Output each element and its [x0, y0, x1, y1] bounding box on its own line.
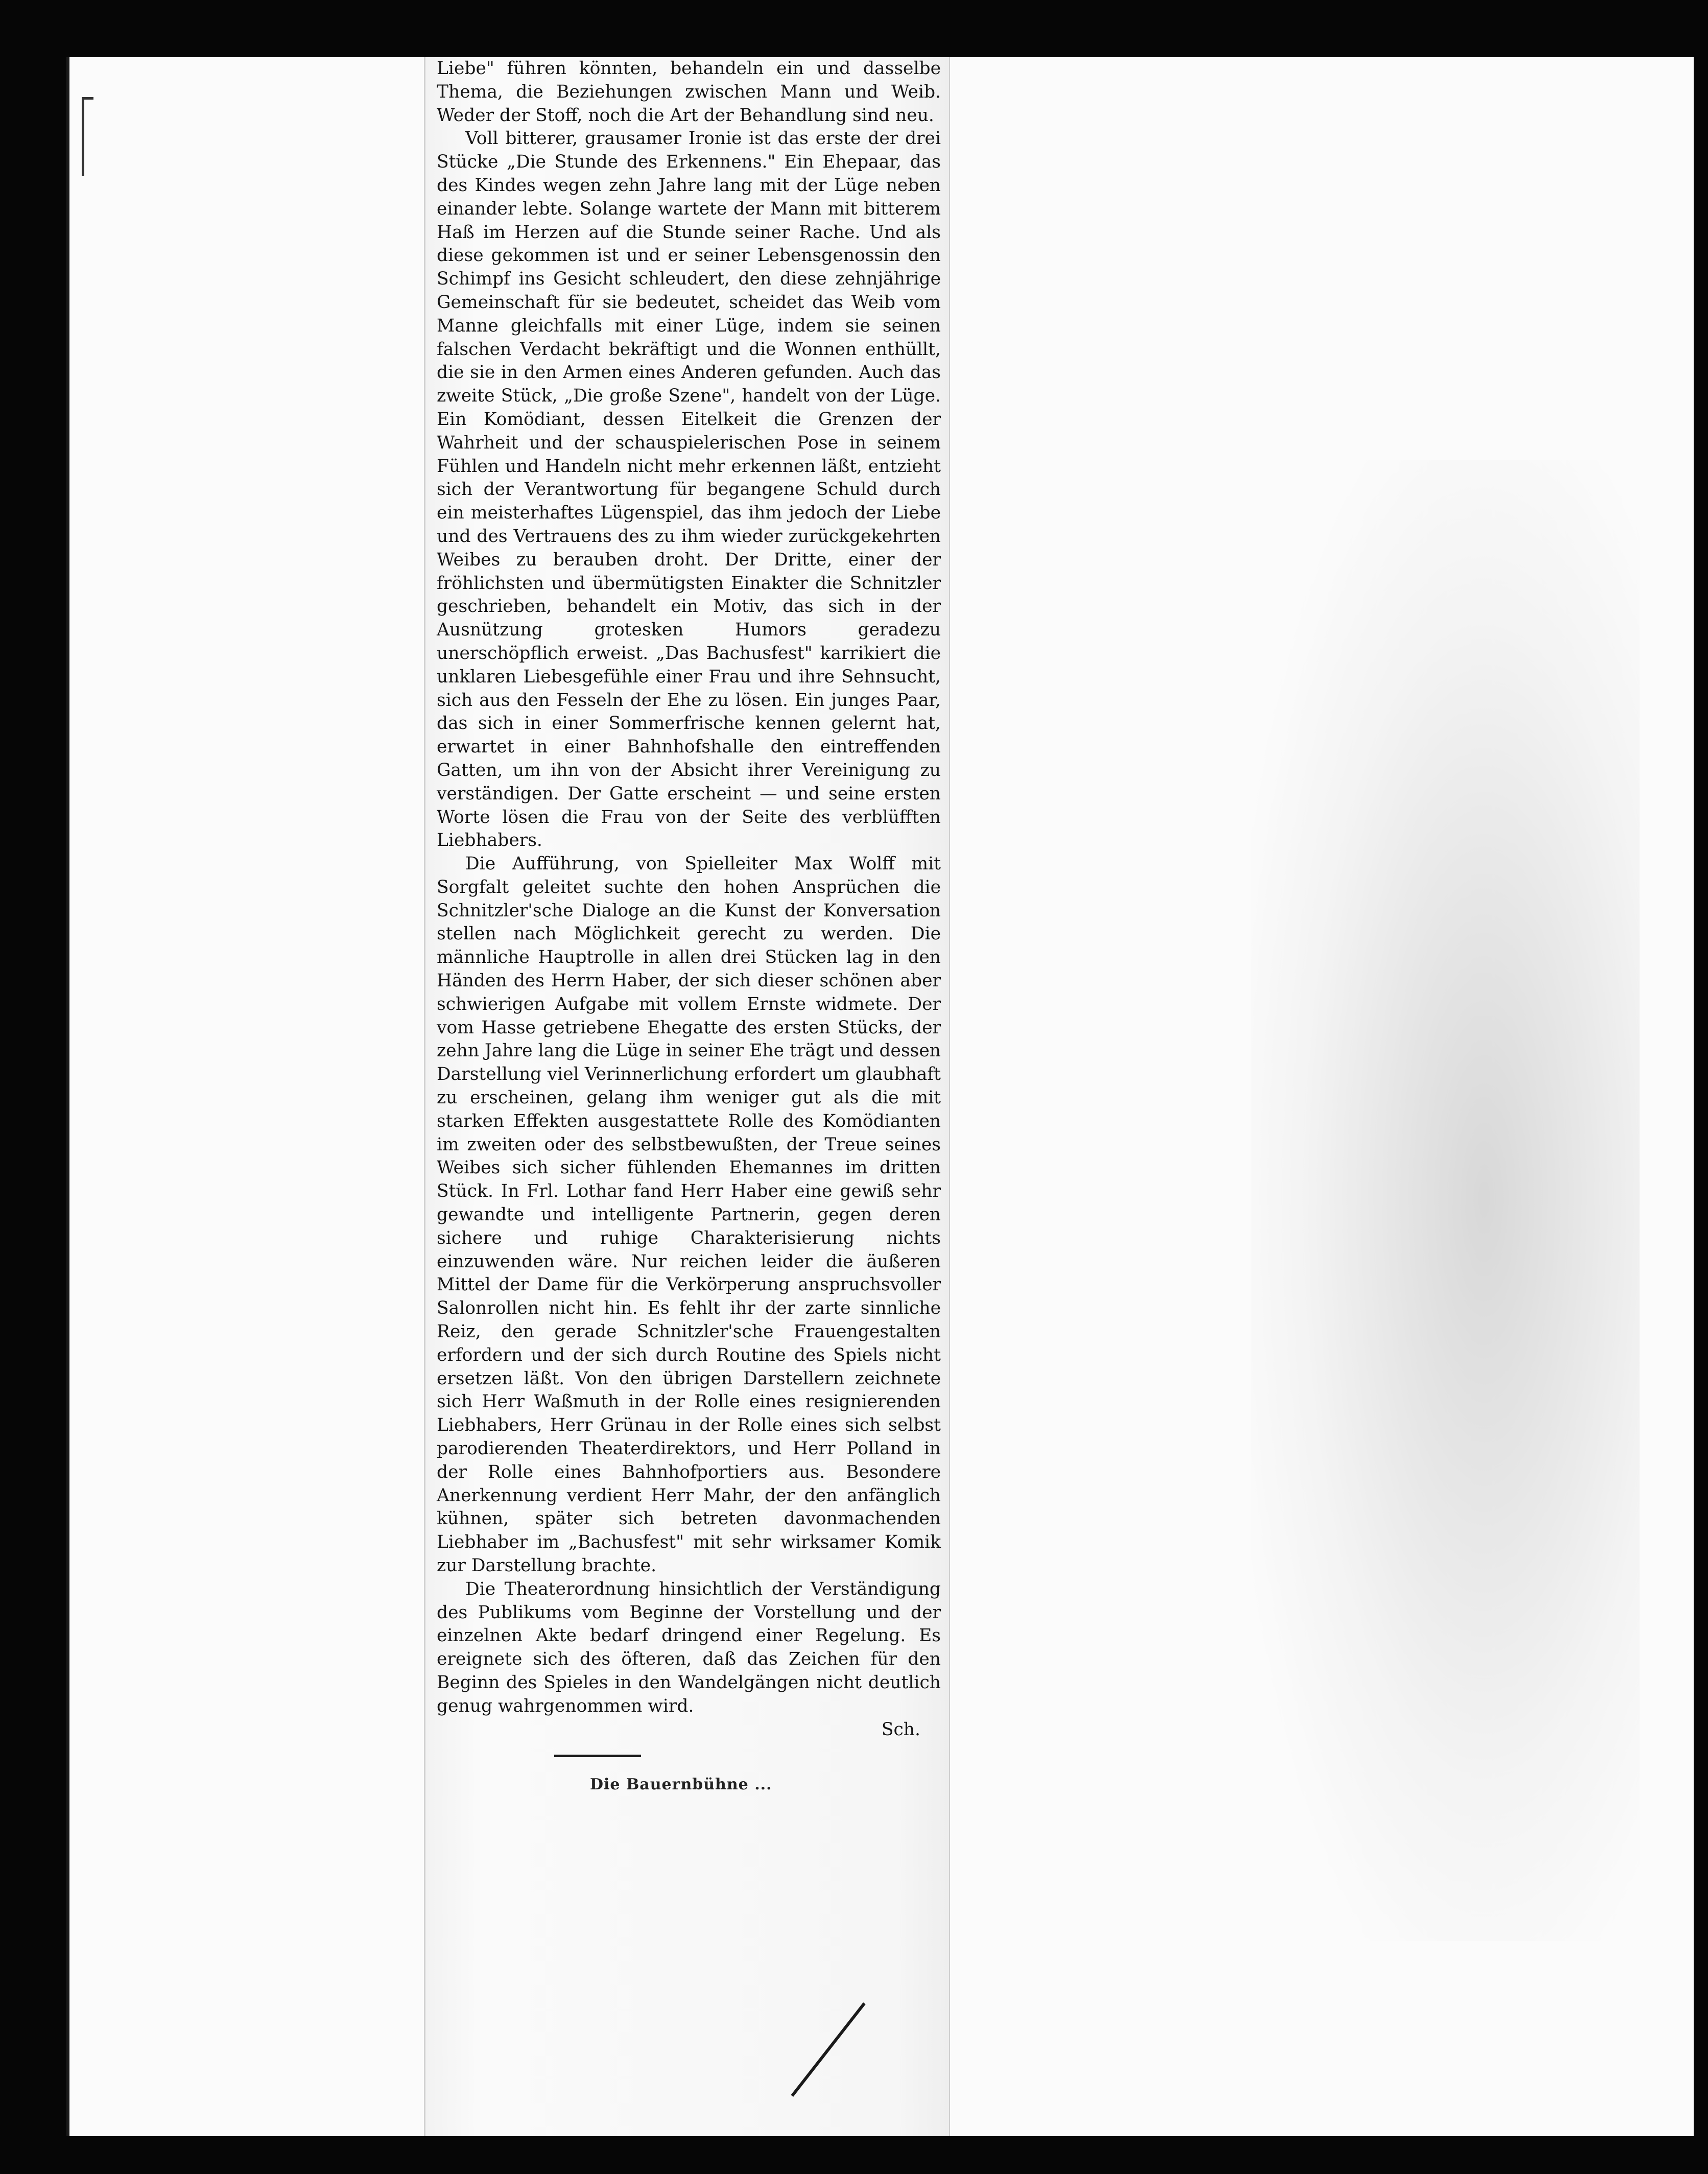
corner-mark [82, 97, 93, 176]
article-paragraph-4: Die Theaterordnung hinsichtlich der Verständigung des Publikums vom Beginne der Vorstellung und der einzelnen Akte bedarf dringend einer Regelung. Es ereignete sich des öfteren, daß das Zeichen für den Beginn des Spieles in den Wandelgängen nicht deutlich genug wahrgenommen wird. [437, 1578, 941, 1716]
article-column [437, 57, 941, 1741]
article-paragraph-2: Voll bitterer, grausamer Ironie ist das erste der drei Stücke „Die Stunde des Erkennens." Ein Ehepaar, das des Kindes wegen zehn Jahre lang mit der Lüge neben einander lebte. Solange wartete der Mann mit bitterem Haß im Herzen auf die Stunde seiner Rache. Und als diese gekommen ist und er seiner Lebensgenossin den Schimpf ins Gesicht schleudert, den diese zehnjährige Gemeinschaft für sie bedeutet, scheidet das Weib vom Manne gleichfalls mit einer Lüge, indem sie seinen falschen Verdacht bekräftigt und die Wonnen enthüllt, die sie in den Armen eines Anderen gefunden. Auch das zweite Stück, „Die große Szene", handelt von der Lüge. Ein Komödiant, dessen Eitelkeit die Grenzen der Wahrheit und der schauspielerischen Pose in seinem Fühlen und Handeln nicht mehr erkennen läßt, entzieht sich der Verantwortung für begangene Schuld durch ein meisterhaftes Lügenspiel, das ihm jedoch der Liebe und des Vertrauens des zu ihm wieder zurückgekehrten Weibes zu berauben droht. Der Dritte, einer der fröhlichsten und übermütigsten Einakter die Schnitzler geschrieben, behandelt ein Motiv, das sich in der Ausnützung grotesken Humors geradezu unerschöpflich erweist. „Das Bachusfest" karrikiert die unklaren Liebesgefühle einer Frau und ihre Sehnsucht, sich aus den Fesseln der Ehe zu lösen. Ein junges Paar, das sich in einer Sommerfrische kennen gelernt hat, erwartet in einer Bahnhofshalle den eintreffenden Gatten, um ihn von der Absicht ihrer Vereinigung zu verständigen. Der Gatte erscheint — und seine ersten Worte lösen die Frau von der Seite des verblüfften Liebhabers. [437, 128, 941, 851]
paper-shadow [1251, 460, 1640, 1941]
article-paragraph-1: Liebe" führen könnten, behandeln ein und dasselbe Thema, die Beziehungen zwischen Mann und Weib. Weder der Stoff, noch die Art der Behandlung sind neu. [437, 58, 941, 126]
author-signature: Sch. [881, 1719, 920, 1740]
next-article-heading: Die Bauernbühne ... [590, 1776, 772, 1794]
newspaper-clipping [424, 57, 950, 2136]
section-divider [554, 1755, 641, 1757]
article-paragraph-3: Die Aufführung, von Spielleiter Max Wolff mit Sorgfalt geleitet suchte den hohen Ansprüchen die Schnitzler'sche Dialoge an die Kunst der Konversation stellen nach Möglichkeit gerecht zu werden. Die männliche Hauptrolle in allen drei Stücken lag in den Händen des Herrn Haber, der sich dieser schönen aber schwierigen Aufgabe mit vollem Ernste widmete. Der vom Hasse getriebene Ehegatte des ersten Stücks, der zehn Jahre lang die Lüge in seiner Ehe trägt und dessen Darstellung viel Verinnerlichung erfordert um glaubhaft zu erscheinen, gelang ihm weniger gut als die mit starken Effekten ausgestattete Rolle des Komödianten im zweiten oder des selbstbewußten, der Treue seines Weibes sich sicher fühlenden Ehemannes im dritten Stück. In Frl. Lothar fand Herr Haber eine gewiß sehr gewandte und intelligente Partnerin, gegen deren sichere und ruhige Charakterisierung nichts einzuwenden wäre. Nur reichen leider die äußeren Mittel der Dame für die Verkörperung anspruchsvoller Salonrollen nicht hin. Es fehlt ihr der zarte sinnliche Reiz, den gerade Schnitzler'sche Frauengestalten erfordern und der sich durch Routine des Spiels nicht ersetzen läßt. Von den übrigen Darstellern zeichnete sich Herr Waßmuth in der Rolle eines resignierenden Liebhabers, Herr Grünau in der Rolle eines sich selbst parodierenden Theaterdirektors, und Herr Polland in der Rolle eines Bahnhofportiers aus. Besondere Anerkennung verdient Herr Mahr, der den anfänglich kühnen, später sich betreten davonmachenden Liebhaber im „Bachusfest" mit sehr wirksamer Komik zur Darstellung brachte. [437, 854, 941, 1576]
